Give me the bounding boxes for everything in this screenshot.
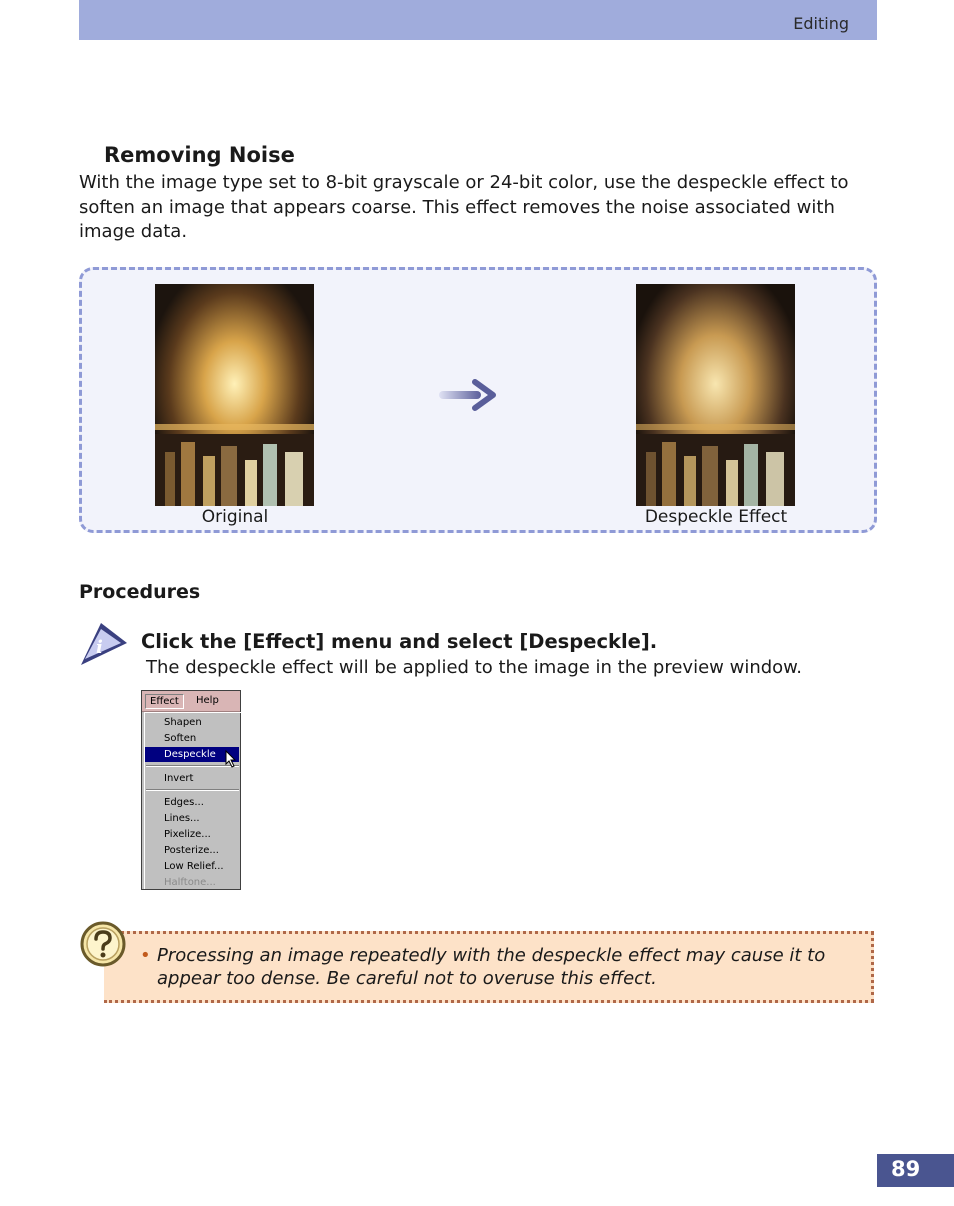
menu-item-despeckle[interactable]: Despeckle xyxy=(145,747,239,762)
step-title: Click the [Effect] menu and select [Despeckle]. xyxy=(141,630,658,653)
original-photo xyxy=(155,284,314,506)
menu-help[interactable]: Help xyxy=(196,695,219,706)
menu-item-pixelize[interactable]: Pixelize... xyxy=(164,829,211,840)
header-bar xyxy=(79,0,877,40)
menu-item-shapen[interactable]: Shapen xyxy=(164,717,202,728)
menu-separator xyxy=(146,789,239,791)
menu-item-halftone: Halftone... xyxy=(164,877,216,888)
note-bullet-icon: • xyxy=(140,945,151,966)
menu-bar xyxy=(142,691,240,712)
question-mark-icon xyxy=(79,920,127,968)
step-description: The despeckle effect will be applied to the image in the preview window. xyxy=(146,657,802,678)
menu-item-invert[interactable]: Invert xyxy=(164,773,194,784)
menu-item-edges[interactable]: Edges... xyxy=(164,797,204,808)
comparison-box xyxy=(79,267,877,533)
header-section-label: Editing xyxy=(793,14,849,33)
mouse-cursor-icon xyxy=(225,750,237,768)
arrow-right-icon xyxy=(437,378,497,412)
intro-paragraph: With the image type set to 8-bit grayscale or 24-bit color, use the despeckle effect to soften an image that appears coarse. This effect removes the noise associated with image data. xyxy=(79,172,849,242)
procedures-title: Procedures xyxy=(79,581,201,603)
original-caption: Original xyxy=(201,507,269,527)
menu-item-posterize[interactable]: Posterize... xyxy=(164,845,219,856)
page-number: 89 xyxy=(891,1157,921,1181)
menu-item-soften[interactable]: Soften xyxy=(164,733,197,744)
page-number-box xyxy=(877,1154,954,1187)
menu-item-low-relief[interactable]: Low Relief... xyxy=(164,861,224,872)
despeckle-photo xyxy=(636,284,795,506)
despeckle-caption: Despeckle Effect xyxy=(644,507,788,527)
note-body: Processing an image repeatedly with the despeckle effect may cause it to appear too dense. Be careful not to overuse this effect. xyxy=(157,945,826,989)
effect-menu-dropdown xyxy=(144,712,241,889)
menu-item-lines[interactable]: Lines... xyxy=(164,813,200,824)
menu-effect[interactable]: Effect xyxy=(145,694,184,709)
note-text xyxy=(140,944,840,990)
svg-text:i: i xyxy=(96,637,103,658)
step-pointer-icon xyxy=(79,621,129,667)
section-title: Removing Noise xyxy=(104,143,295,167)
effect-menu-screenshot xyxy=(141,690,241,890)
